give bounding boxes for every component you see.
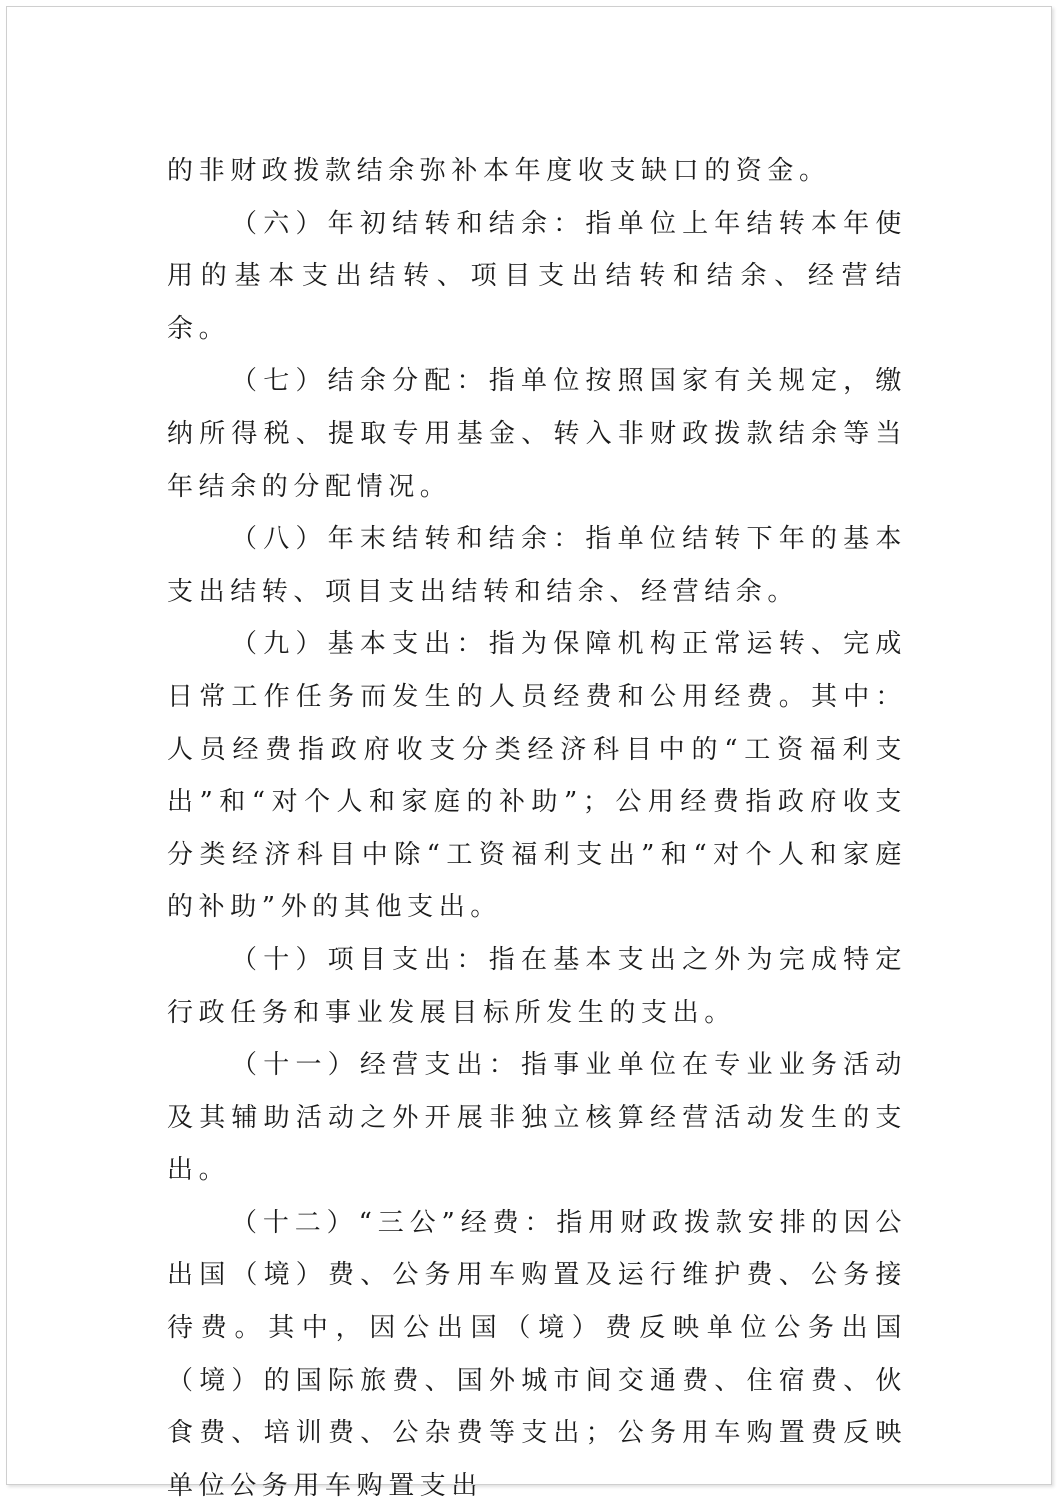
document-page <box>6 6 1052 1501</box>
paragraph-9-basic-expenditure: （九）基本支出：指为保障机构正常运转、完成日常工作任务而发生的人员经费和公用经费。其中：人员经费指政府收支分类经济科目中的“工资福利支出”和“对个人和家庭的补助”；公用经费指政府收支分类经济科目中除“工资福利支出”和“对个人和家庭的补助”外的其他支出。 <box>167 629 907 923</box>
paragraph-continuation: 的非财政拨款结余弥补本年度收支缺口的资金。 <box>167 156 831 186</box>
document-body <box>167 145 907 1512</box>
paragraph-11-operating-expenditure: （十一）经营支出：指事业单位在专业业务活动及其辅助活动之外开展非独立核算经营活动发生的支出。 <box>167 1050 907 1186</box>
paragraph-6-opening-balance: （六）年初结转和结余：指单位上年结转本年使用的基本支出结转、项目支出结转和结余、经营结余。 <box>167 208 907 344</box>
paragraph-8-closing-balance: （八）年末结转和结余：指单位结转下年的基本支出结转、项目支出结转和结余、经营结余。 <box>167 524 907 607</box>
paragraph-7-surplus-distribution: （七）结余分配：指单位按照国家有关规定，缴纳所得税、提取专用基金、转入非财政拨款结余等当年结余的分配情况。 <box>167 366 907 502</box>
paragraph-10-project-expenditure: （十）项目支出：指在基本支出之外为完成特定行政任务和事业发展目标所发生的支出。 <box>167 944 907 1028</box>
paragraph-12-three-public-expenses: （十二）“三公”经费：指用财政拨款安排的因公出国（境）费、公务用车购置及运行维护费、公务接待费。其中，因公出国（境）费反映单位公务出国（境）的国际旅费、国外城市间交通费、住宿费、伙食费、培训费、公杂费等支出；公务用车购置费反映单位公务用车购置支出 <box>167 1207 907 1501</box>
